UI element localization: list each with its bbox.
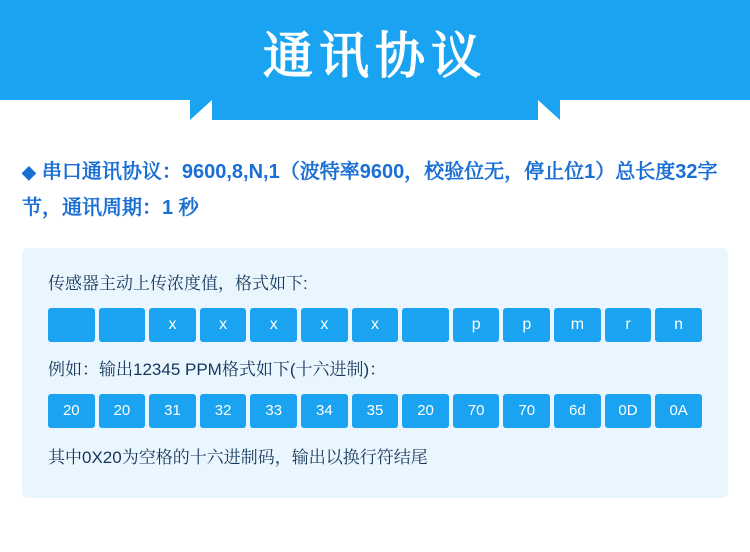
format-byte-cell [402, 308, 449, 342]
hex-byte-cell: 34 [301, 394, 348, 428]
hex-byte-cell: 20 [402, 394, 449, 428]
protocol-panel [22, 248, 728, 498]
banner-diagonal-left [190, 100, 212, 120]
hex-byte-cell: 0D [605, 394, 652, 428]
hex-byte-row [48, 394, 702, 428]
hex-byte-cell: 70 [453, 394, 500, 428]
banner-notch-right [560, 100, 750, 120]
hex-byte-cell: 20 [48, 394, 95, 428]
format-byte-cell [48, 308, 95, 342]
hex-byte-cell: 70 [503, 394, 550, 428]
format-byte-cell: x [200, 308, 247, 342]
format-byte-cell: x [301, 308, 348, 342]
intro-paragraph [22, 154, 728, 226]
panel-line-example: 例如：输出12345 PPM格式如下(十六进制)： [48, 360, 387, 379]
format-byte-cell: n [655, 308, 702, 342]
hex-byte-cell: 32 [200, 394, 247, 428]
format-byte-row [48, 308, 702, 342]
hex-byte-cell: 31 [149, 394, 196, 428]
format-byte-cell: x [352, 308, 399, 342]
panel-line-upload-format: 传感器主动上传浓度值，格式如下: [48, 274, 308, 293]
hex-byte-cell: 0A [655, 394, 702, 428]
diamond-bullet-icon: ◆ [22, 162, 36, 182]
hex-byte-cell: 20 [99, 394, 146, 428]
banner-diagonal-right [538, 100, 560, 120]
format-byte-cell [99, 308, 146, 342]
format-byte-cell: x [149, 308, 196, 342]
intro-text: 串口通讯协议：9600,8,N,1（波特率9600，校验位无，停止位1）总长度32字节，通讯周期：1 秒 [22, 161, 718, 219]
hex-byte-cell: 35 [352, 394, 399, 428]
banner-notch-left [0, 100, 190, 120]
format-byte-cell: m [554, 308, 601, 342]
panel-line-note: 其中0X20为空格的十六进制码，输出以换行符结尾 [48, 448, 428, 467]
page-title: 通讯协议 [263, 28, 487, 84]
format-byte-cell: p [453, 308, 500, 342]
format-byte-cell: x [250, 308, 297, 342]
hex-byte-cell: 6d [554, 394, 601, 428]
header-banner [0, 0, 750, 120]
hex-byte-cell: 33 [250, 394, 297, 428]
format-byte-cell: r [605, 308, 652, 342]
format-byte-cell: p [503, 308, 550, 342]
